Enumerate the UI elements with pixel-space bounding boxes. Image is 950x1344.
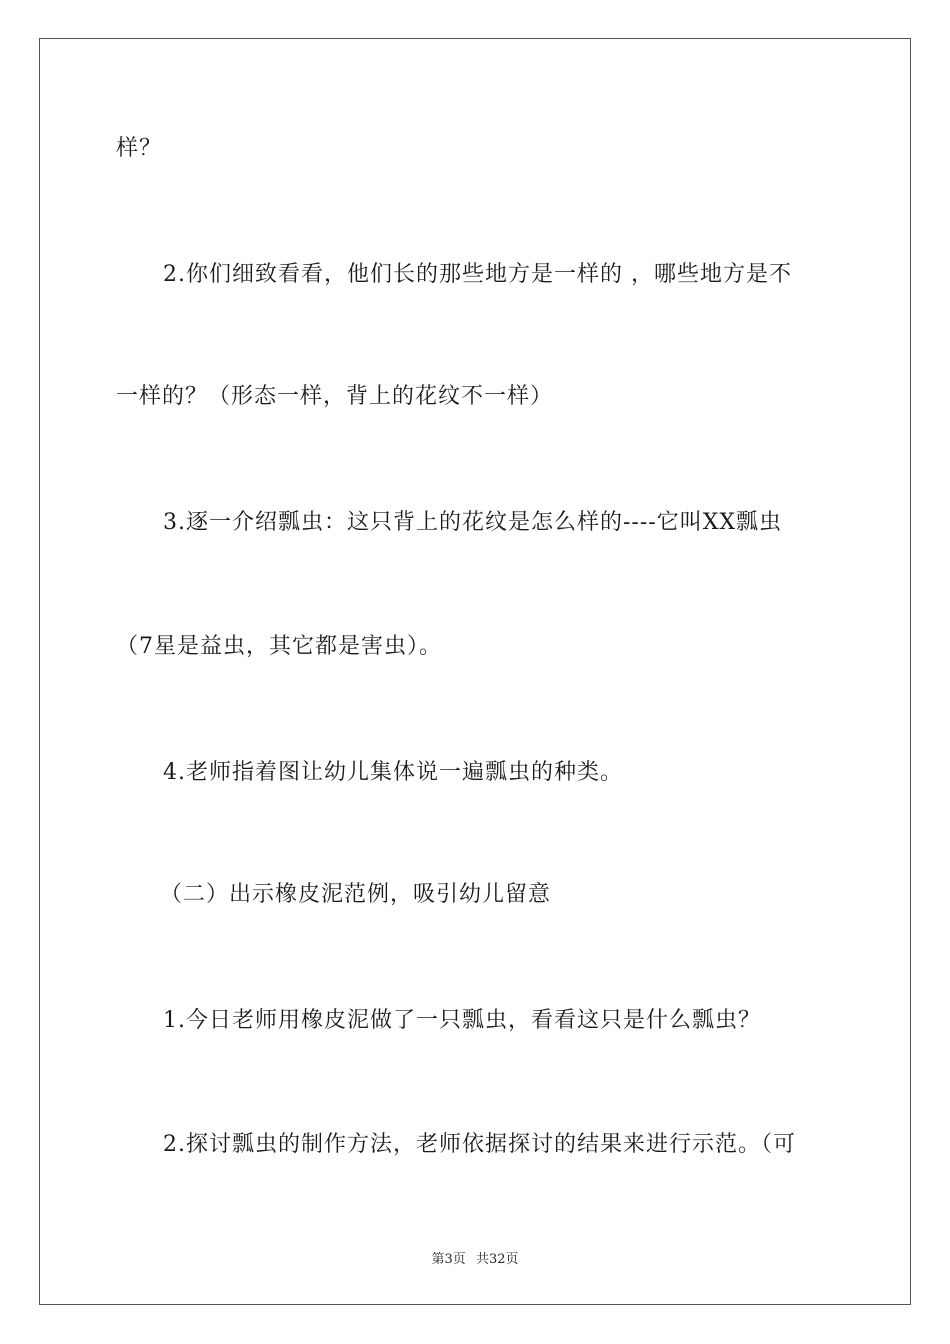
text-line: 2.探讨瓢虫的制作方法，老师依据探讨的结果来进行示范。（可	[163, 1132, 796, 1157]
page-total: 共32页	[475, 1252, 519, 1267]
text-line: 2.你们细致看看，他们长的那些地方是一样的 ，哪些地方是不	[163, 262, 792, 287]
section-heading: （二）出示橡皮泥范例，吸引幼儿留意	[160, 882, 552, 907]
page-border	[39, 38, 911, 1305]
text-line: 3.逐一介绍瓢虫：这只背上的花纹是怎么样的----它叫XX瓢虫	[163, 510, 783, 535]
text-line: 4.老师指着图让幼儿集体说一遍瓢虫的种类。	[163, 760, 623, 785]
text-line: 样？	[116, 136, 163, 161]
text-line: （7星是益虫，其它都是害虫）。	[116, 634, 442, 659]
text-line: 1.今日老师用橡皮泥做了一只瓢虫，看看这只是什么瓢虫？	[163, 1008, 761, 1033]
page-number: 第3页	[431, 1252, 466, 1267]
page-footer	[0, 1248, 950, 1267]
text-line: 一样的？（形态一样，背上的花纹不一样）	[116, 384, 554, 409]
